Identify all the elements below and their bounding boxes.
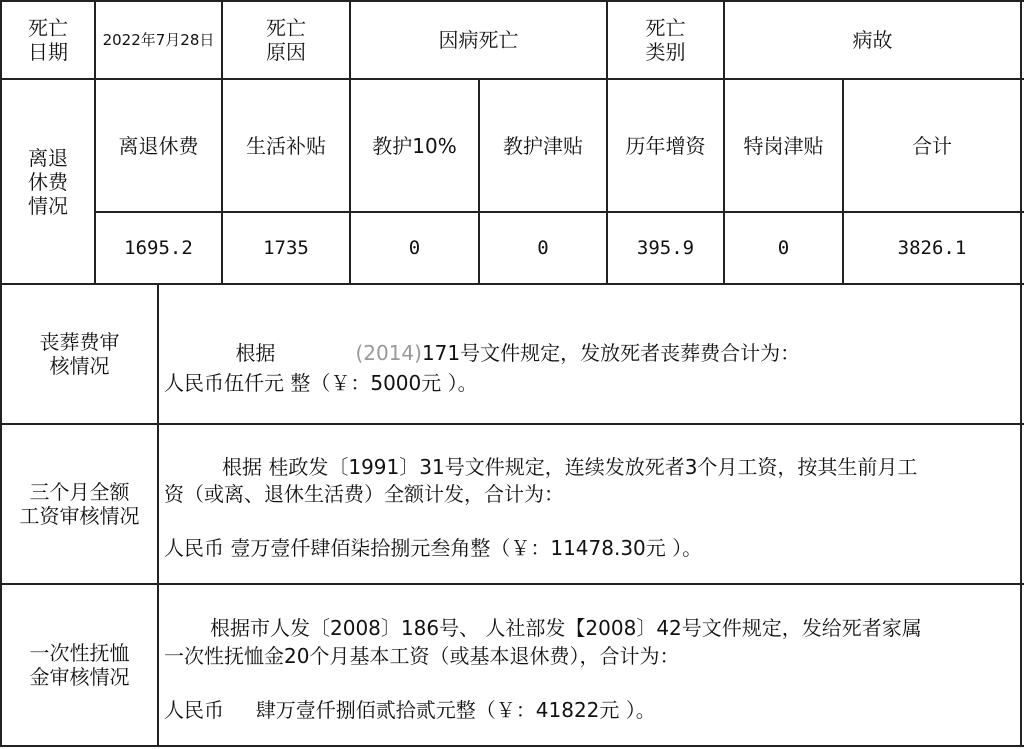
pension-value-special-allowance: 0	[777, 237, 790, 259]
grid-line	[157, 283, 159, 747]
three-month-line-1: 根据 桂政发〔1991〕31号文件规定，连续发放死者3个月工资，按其生前月工	[222, 455, 918, 479]
lump-sum-line-1: 根据市人发〔2008〕186号、 人社部发【2008〕42号文件规定，发给死者家属	[210, 616, 922, 640]
death-type-label: 死亡 类别	[645, 16, 686, 64]
lump-sum-line-3: 人民币 肆万壹仟捌佰贰拾贰元整（￥：41822元 ）。	[164, 698, 656, 722]
pension-value-living-subsidy: 1735	[263, 237, 309, 259]
funeral-line-1-b: (2014)	[355, 341, 422, 365]
lump-sum-label: 一次性抚恤 金审核情况	[29, 641, 130, 689]
three-month-label: 三个月全额 工资审核情况	[19, 480, 140, 528]
funeral-line-2: 人民币伍仟元 整（￥：5000元 ）。	[164, 371, 478, 395]
pension-col-total: 合计	[912, 133, 952, 158]
grid-line	[1020, 0, 1022, 747]
funeral-line-1-a: 根据	[235, 341, 276, 365]
death-cause-label: 死亡 原因	[266, 16, 306, 64]
lump-sum-line-2: 一次性抚恤金20个月基本工资（或基本退休费），合计为：	[164, 644, 680, 668]
pension-col-teaching-allowance: 教护津贴	[503, 133, 583, 158]
death-date-value: 2022年7月28日	[102, 31, 215, 49]
grid-line	[0, 745, 1024, 747]
funeral-label: 丧葬费审 核情况	[39, 330, 120, 378]
pension-value-teaching-allowance: 0	[537, 237, 549, 259]
funeral-line-1-c: 171号文件规定，发放死者丧葬费合计为：	[421, 341, 801, 365]
death-cause-value: 因病死亡	[438, 28, 519, 52]
pension-value-retirement: 1695.2	[124, 237, 193, 259]
pension-value-annual-raise: 395.9	[636, 237, 695, 259]
death-type-value: 病故	[852, 28, 893, 52]
pension-col-special-allowance: 特岗津贴	[743, 133, 824, 158]
pension-value-total: 3826.1	[897, 237, 967, 259]
pension-col-teaching-10: 教护10%	[372, 133, 457, 158]
pension-value-teaching-10: 0	[408, 237, 421, 259]
death-date-label: 死亡 日期	[28, 16, 68, 64]
three-month-line-2: 资（或离、退休生活费）全额计发，合计为：	[164, 482, 564, 506]
pension-col-living-subsidy: 生活补贴	[246, 133, 326, 158]
pension-col-annual-raise: 历年增资	[625, 133, 706, 158]
three-month-line-3: 人民币 壹万壹仟肆佰柒拾捌元叁角整（￥：11478.30元 ）。	[164, 536, 703, 560]
pension-col-retirement: 离退休费	[118, 133, 199, 158]
pension-section-label: 离退 休费 情况	[28, 145, 68, 218]
